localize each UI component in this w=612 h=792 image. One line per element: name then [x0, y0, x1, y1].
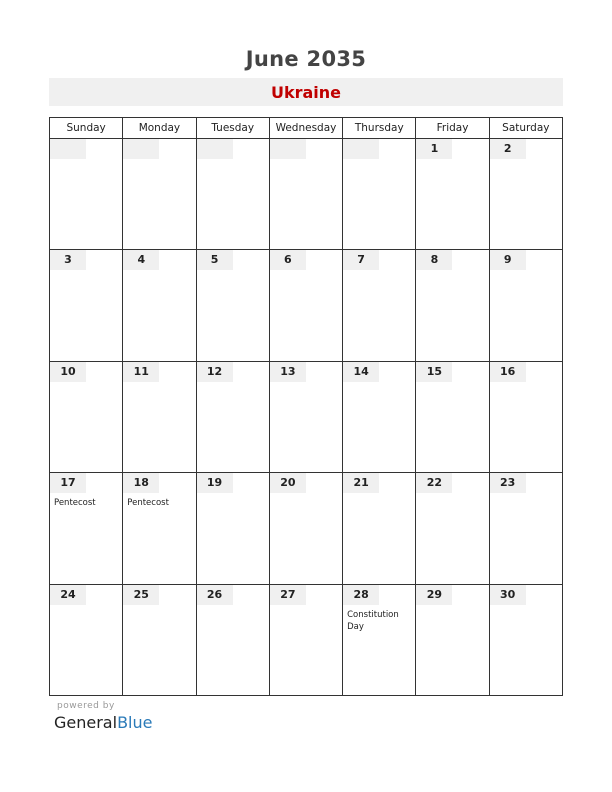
weekday-header: Friday: [416, 118, 489, 139]
day-cell: [489, 361, 562, 472]
week-row: [50, 584, 563, 695]
day-number: [123, 139, 159, 159]
day-number: 13: [270, 362, 306, 382]
weekday-header: Thursday: [343, 118, 416, 139]
day-number: 30: [490, 585, 526, 605]
day-cell: [50, 250, 123, 361]
holiday-label: Pentecost: [54, 498, 96, 509]
day-cell: [489, 250, 562, 361]
day-cell: [269, 250, 342, 361]
day-number: 15: [416, 362, 452, 382]
day-cell: [123, 361, 196, 472]
day-cell: [343, 139, 416, 250]
day-cell: [489, 473, 562, 584]
day-number: 8: [416, 250, 452, 270]
weekday-header: Wednesday: [269, 118, 342, 139]
week-row: [50, 139, 563, 250]
day-cell: [269, 361, 342, 472]
holiday-label: Constitution Day: [347, 609, 399, 632]
day-number: 18: [123, 473, 159, 493]
day-cell: [343, 250, 416, 361]
week-row: [50, 250, 563, 361]
day-number: 17: [50, 473, 86, 493]
day-number: 10: [50, 362, 86, 382]
day-cell: [489, 584, 562, 695]
week-row: [50, 361, 563, 472]
day-number: 12: [197, 362, 233, 382]
day-number: 25: [123, 585, 159, 605]
day-cell: [196, 361, 269, 472]
day-number: [50, 139, 86, 159]
day-cell: [416, 361, 489, 472]
day-number: [197, 139, 233, 159]
day-number: [270, 139, 306, 159]
day-cell: [269, 139, 342, 250]
day-number: 26: [197, 585, 233, 605]
day-cell: [196, 139, 269, 250]
day-cell: [123, 473, 196, 584]
weekday-header: Saturday: [489, 118, 562, 139]
day-number: 4: [123, 250, 159, 270]
day-cell: [196, 473, 269, 584]
day-number: 14: [343, 362, 379, 382]
weekday-header: Tuesday: [196, 118, 269, 139]
day-number: 19: [197, 473, 233, 493]
day-number: 7: [343, 250, 379, 270]
day-number: 5: [197, 250, 233, 270]
day-cell: [416, 584, 489, 695]
week-row: [50, 473, 563, 584]
day-cell: [50, 584, 123, 695]
day-cell: [50, 139, 123, 250]
day-number: 23: [490, 473, 526, 493]
day-cell: [269, 473, 342, 584]
day-cell: [50, 361, 123, 472]
day-number: 20: [270, 473, 306, 493]
day-cell: [269, 584, 342, 695]
day-number: 29: [416, 585, 452, 605]
day-cell: [343, 584, 416, 695]
day-cell: [416, 139, 489, 250]
brand-blue: Blue: [117, 713, 153, 732]
weekday-header: Monday: [123, 118, 196, 139]
day-cell: [196, 584, 269, 695]
brand-general: General: [54, 713, 118, 732]
country-name: Ukraine: [270, 83, 342, 102]
day-number: 3: [50, 250, 86, 270]
day-cell: [196, 250, 269, 361]
day-number: 24: [50, 585, 86, 605]
brand-logo[interactable]: [54, 713, 152, 732]
day-cell: [416, 473, 489, 584]
day-number: 6: [270, 250, 306, 270]
day-number: [343, 139, 379, 159]
day-cell: [416, 250, 489, 361]
day-cell: [123, 584, 196, 695]
day-number: 16: [490, 362, 526, 382]
day-number: 27: [270, 585, 306, 605]
day-number: 11: [123, 362, 159, 382]
day-number: 28: [343, 585, 379, 605]
day-number: 22: [416, 473, 452, 493]
day-number: 21: [343, 473, 379, 493]
holiday-label: Pentecost: [127, 498, 169, 509]
day-cell: [343, 473, 416, 584]
day-cell: [123, 139, 196, 250]
day-cell: [50, 473, 123, 584]
weekday-header: Sunday: [50, 118, 123, 139]
day-cell: [123, 250, 196, 361]
day-cell: [343, 361, 416, 472]
day-number: 9: [490, 250, 526, 270]
weekday-header-row: [50, 118, 563, 139]
day-cell: [489, 139, 562, 250]
day-number: 2: [490, 139, 526, 159]
country-banner: [49, 78, 563, 106]
day-number: 1: [416, 139, 452, 159]
powered-by-text: powered by: [57, 701, 115, 711]
calendar-title: June 2035: [245, 47, 367, 71]
calendar-grid: [49, 117, 563, 696]
